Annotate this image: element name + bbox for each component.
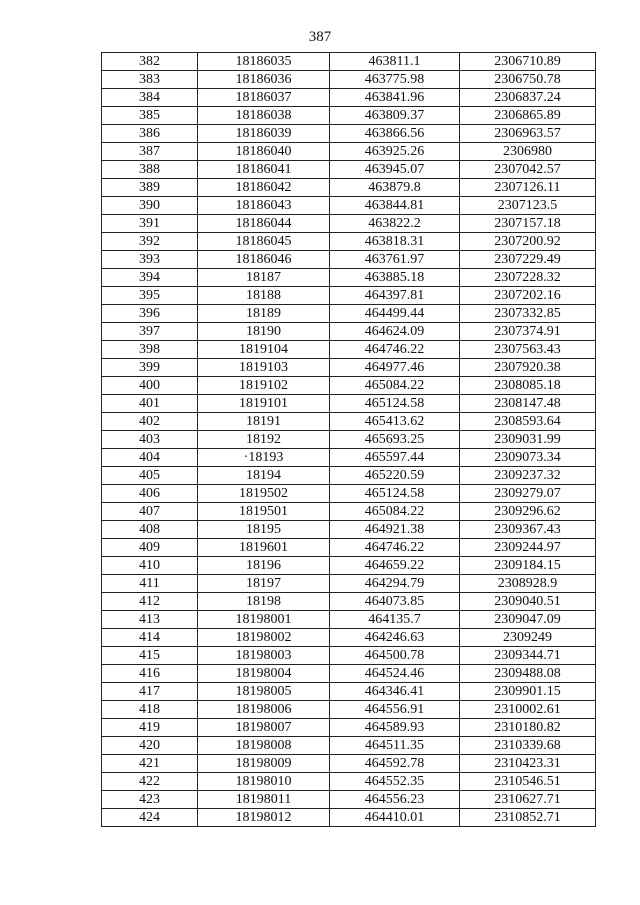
table-row xyxy=(102,521,596,539)
row-index-cell: 394 xyxy=(102,269,198,287)
table-row xyxy=(102,161,596,179)
row-index-cell: 417 xyxy=(102,683,198,701)
row-index-cell: 404 xyxy=(102,449,198,467)
row-index-cell: 418 xyxy=(102,701,198,719)
row-index-cell: 386 xyxy=(102,125,198,143)
x-coordinate-cell: 464977.46 xyxy=(330,359,460,377)
row-index-cell: 392 xyxy=(102,233,198,251)
row-index-cell: 399 xyxy=(102,359,198,377)
row-index-cell: 389 xyxy=(102,179,198,197)
point-id-cell: 18194 xyxy=(198,467,330,485)
row-index-cell: 400 xyxy=(102,377,198,395)
y-coordinate-cell: 2310339.68 xyxy=(460,737,596,755)
table-row xyxy=(102,125,596,143)
point-id-cell: 18198 xyxy=(198,593,330,611)
x-coordinate-cell: 464410.01 xyxy=(330,809,460,827)
y-coordinate-cell: 2307228.32 xyxy=(460,269,596,287)
row-index-cell: 382 xyxy=(102,53,198,71)
table-row xyxy=(102,575,596,593)
point-id-cell: 18188 xyxy=(198,287,330,305)
point-id-cell: 18186044 xyxy=(198,215,330,233)
row-index-cell: 423 xyxy=(102,791,198,809)
x-coordinate-cell: 464659.22 xyxy=(330,557,460,575)
x-coordinate-cell: 464294.79 xyxy=(330,575,460,593)
row-index-cell: 414 xyxy=(102,629,198,647)
y-coordinate-cell: 2308085.18 xyxy=(460,377,596,395)
point-id-cell: 18186045 xyxy=(198,233,330,251)
table-row xyxy=(102,449,596,467)
table-row xyxy=(102,89,596,107)
row-index-cell: 409 xyxy=(102,539,198,557)
table-row xyxy=(102,413,596,431)
row-index-cell: 410 xyxy=(102,557,198,575)
y-coordinate-cell: 2307123.5 xyxy=(460,197,596,215)
x-coordinate-cell: 465124.58 xyxy=(330,395,460,413)
table-row xyxy=(102,359,596,377)
x-coordinate-cell: 464921.38 xyxy=(330,521,460,539)
x-coordinate-cell: 464135.7 xyxy=(330,611,460,629)
row-index-cell: 419 xyxy=(102,719,198,737)
row-index-cell: 403 xyxy=(102,431,198,449)
y-coordinate-cell: 2306980 xyxy=(460,143,596,161)
x-coordinate-cell: 464746.22 xyxy=(330,539,460,557)
row-index-cell: 385 xyxy=(102,107,198,125)
y-coordinate-cell: 2306750.78 xyxy=(460,71,596,89)
x-coordinate-cell: 465084.22 xyxy=(330,377,460,395)
table-row xyxy=(102,629,596,647)
table-row xyxy=(102,395,596,413)
x-coordinate-cell: 464073.85 xyxy=(330,593,460,611)
table-row xyxy=(102,503,596,521)
row-index-cell: 412 xyxy=(102,593,198,611)
point-id-cell: 1819601 xyxy=(198,539,330,557)
coordinates-table xyxy=(101,52,596,827)
row-index-cell: 398 xyxy=(102,341,198,359)
y-coordinate-cell: 2310002.61 xyxy=(460,701,596,719)
point-id-cell: 18186036 xyxy=(198,71,330,89)
y-coordinate-cell: 2309237.32 xyxy=(460,467,596,485)
y-coordinate-cell: 2310546.51 xyxy=(460,773,596,791)
row-index-cell: 387 xyxy=(102,143,198,161)
point-id-cell: 18198001 xyxy=(198,611,330,629)
y-coordinate-cell: 2308147.48 xyxy=(460,395,596,413)
point-id-cell: 1819103 xyxy=(198,359,330,377)
table-row xyxy=(102,107,596,125)
row-index-cell: 405 xyxy=(102,467,198,485)
row-index-cell: 408 xyxy=(102,521,198,539)
y-coordinate-cell: 2309073.34 xyxy=(460,449,596,467)
x-coordinate-cell: 463925.26 xyxy=(330,143,460,161)
y-coordinate-cell: 2310180.82 xyxy=(460,719,596,737)
point-id-cell: 18198009 xyxy=(198,755,330,773)
y-coordinate-cell: 2307157.18 xyxy=(460,215,596,233)
table-row xyxy=(102,341,596,359)
row-index-cell: 413 xyxy=(102,611,198,629)
row-index-cell: 422 xyxy=(102,773,198,791)
y-coordinate-cell: 2309040.51 xyxy=(460,593,596,611)
row-index-cell: 397 xyxy=(102,323,198,341)
point-id-cell: 1819104 xyxy=(198,341,330,359)
row-index-cell: 407 xyxy=(102,503,198,521)
table-row xyxy=(102,143,596,161)
x-coordinate-cell: 463822.2 xyxy=(330,215,460,233)
x-coordinate-cell: 464746.22 xyxy=(330,341,460,359)
table-row xyxy=(102,611,596,629)
y-coordinate-cell: 2309031.99 xyxy=(460,431,596,449)
table-row xyxy=(102,593,596,611)
point-id-cell: 18198005 xyxy=(198,683,330,701)
point-id-cell: 18189 xyxy=(198,305,330,323)
y-coordinate-cell: 2309279.07 xyxy=(460,485,596,503)
table-row xyxy=(102,485,596,503)
table-row xyxy=(102,377,596,395)
x-coordinate-cell: 464592.78 xyxy=(330,755,460,773)
coordinates-table-body xyxy=(102,53,596,827)
point-id-cell: 18198003 xyxy=(198,647,330,665)
point-id-cell: 18186038 xyxy=(198,107,330,125)
point-id-cell: 1819102 xyxy=(198,377,330,395)
y-coordinate-cell: 2307202.16 xyxy=(460,287,596,305)
y-coordinate-cell: 2307200.92 xyxy=(460,233,596,251)
x-coordinate-cell: 463811.1 xyxy=(330,53,460,71)
table-row xyxy=(102,323,596,341)
y-coordinate-cell: 2309344.71 xyxy=(460,647,596,665)
point-id-cell: 18198011 xyxy=(198,791,330,809)
point-id-cell: 18198010 xyxy=(198,773,330,791)
point-id-cell: 18191 xyxy=(198,413,330,431)
row-index-cell: 401 xyxy=(102,395,198,413)
y-coordinate-cell: 2307332.85 xyxy=(460,305,596,323)
row-index-cell: 424 xyxy=(102,809,198,827)
row-index-cell: 402 xyxy=(102,413,198,431)
table-row xyxy=(102,809,596,827)
y-coordinate-cell: 2310627.71 xyxy=(460,791,596,809)
x-coordinate-cell: 464511.35 xyxy=(330,737,460,755)
point-id-cell: 18198004 xyxy=(198,665,330,683)
row-index-cell: 384 xyxy=(102,89,198,107)
table-row xyxy=(102,269,596,287)
row-index-cell: 395 xyxy=(102,287,198,305)
point-id-cell: 18192 xyxy=(198,431,330,449)
x-coordinate-cell: 465220.59 xyxy=(330,467,460,485)
table-row xyxy=(102,467,596,485)
row-index-cell: 390 xyxy=(102,197,198,215)
point-id-cell: 18186037 xyxy=(198,89,330,107)
table-row xyxy=(102,557,596,575)
y-coordinate-cell: 2307563.43 xyxy=(460,341,596,359)
table-row xyxy=(102,53,596,71)
row-index-cell: 388 xyxy=(102,161,198,179)
point-id-cell: 18195 xyxy=(198,521,330,539)
page-number: 387 xyxy=(308,29,332,45)
row-index-cell: 421 xyxy=(102,755,198,773)
point-id-cell: 1819502 xyxy=(198,485,330,503)
table-row xyxy=(102,701,596,719)
y-coordinate-cell: 2307229.49 xyxy=(460,251,596,269)
x-coordinate-cell: 464589.93 xyxy=(330,719,460,737)
x-coordinate-cell: 465597.44 xyxy=(330,449,460,467)
x-coordinate-cell: 463761.97 xyxy=(330,251,460,269)
table-row xyxy=(102,215,596,233)
y-coordinate-cell: 2309488.08 xyxy=(460,665,596,683)
x-coordinate-cell: 465413.62 xyxy=(330,413,460,431)
table-row xyxy=(102,773,596,791)
y-coordinate-cell: 2309047.09 xyxy=(460,611,596,629)
y-coordinate-cell: 2307042.57 xyxy=(460,161,596,179)
table-row xyxy=(102,233,596,251)
x-coordinate-cell: 463809.37 xyxy=(330,107,460,125)
x-coordinate-cell: 463775.98 xyxy=(330,71,460,89)
row-index-cell: 391 xyxy=(102,215,198,233)
y-coordinate-cell: 2307126.11 xyxy=(460,179,596,197)
table-row xyxy=(102,719,596,737)
row-index-cell: 420 xyxy=(102,737,198,755)
point-id-cell: 18198007 xyxy=(198,719,330,737)
table-row xyxy=(102,683,596,701)
y-coordinate-cell: 2307920.38 xyxy=(460,359,596,377)
point-id-cell: 1819101 xyxy=(198,395,330,413)
y-coordinate-cell: 2306837.24 xyxy=(460,89,596,107)
x-coordinate-cell: 463818.31 xyxy=(330,233,460,251)
point-id-cell: 18196 xyxy=(198,557,330,575)
x-coordinate-cell: 463866.56 xyxy=(330,125,460,143)
table-row xyxy=(102,539,596,557)
x-coordinate-cell: 465693.25 xyxy=(330,431,460,449)
y-coordinate-cell: 2309296.62 xyxy=(460,503,596,521)
point-id-cell: 1819501 xyxy=(198,503,330,521)
y-coordinate-cell: 2306865.89 xyxy=(460,107,596,125)
point-id-cell: 18198006 xyxy=(198,701,330,719)
y-coordinate-cell: 2309244.97 xyxy=(460,539,596,557)
point-id-cell: 18187 xyxy=(198,269,330,287)
y-coordinate-cell: 2310423.31 xyxy=(460,755,596,773)
table-row xyxy=(102,287,596,305)
point-id-cell: 18186043 xyxy=(198,197,330,215)
x-coordinate-cell: 463844.81 xyxy=(330,197,460,215)
x-coordinate-cell: 464556.91 xyxy=(330,701,460,719)
y-coordinate-cell: 2309901.15 xyxy=(460,683,596,701)
row-index-cell: 396 xyxy=(102,305,198,323)
point-id-cell: 18186046 xyxy=(198,251,330,269)
point-id-cell: 18186039 xyxy=(198,125,330,143)
table-row xyxy=(102,755,596,773)
x-coordinate-cell: 465124.58 xyxy=(330,485,460,503)
point-id-cell: 18198002 xyxy=(198,629,330,647)
y-coordinate-cell: 2308593.64 xyxy=(460,413,596,431)
point-id-cell: 18197 xyxy=(198,575,330,593)
x-coordinate-cell: 464624.09 xyxy=(330,323,460,341)
table-row xyxy=(102,665,596,683)
y-coordinate-cell: 2309367.43 xyxy=(460,521,596,539)
table-row xyxy=(102,431,596,449)
point-id-cell: 18186042 xyxy=(198,179,330,197)
x-coordinate-cell: 463841.96 xyxy=(330,89,460,107)
row-index-cell: 406 xyxy=(102,485,198,503)
x-coordinate-cell: 464397.81 xyxy=(330,287,460,305)
x-coordinate-cell: 464556.23 xyxy=(330,791,460,809)
y-coordinate-cell: 2310852.71 xyxy=(460,809,596,827)
row-index-cell: 415 xyxy=(102,647,198,665)
row-index-cell: 416 xyxy=(102,665,198,683)
point-id-cell: 18186040 xyxy=(198,143,330,161)
point-id-cell: 18190 xyxy=(198,323,330,341)
table-row xyxy=(102,71,596,89)
row-index-cell: 393 xyxy=(102,251,198,269)
point-id-cell: 18186041 xyxy=(198,161,330,179)
x-coordinate-cell: 463885.18 xyxy=(330,269,460,287)
x-coordinate-cell: 464246.63 xyxy=(330,629,460,647)
point-id-cell: ·18193 xyxy=(198,449,330,467)
table-row xyxy=(102,647,596,665)
table-row xyxy=(102,737,596,755)
table-row xyxy=(102,791,596,809)
row-index-cell: 383 xyxy=(102,71,198,89)
y-coordinate-cell: 2308928.9 xyxy=(460,575,596,593)
point-id-cell: 18186035 xyxy=(198,53,330,71)
point-id-cell: 18198012 xyxy=(198,809,330,827)
table-row xyxy=(102,251,596,269)
y-coordinate-cell: 2306963.57 xyxy=(460,125,596,143)
x-coordinate-cell: 464346.41 xyxy=(330,683,460,701)
y-coordinate-cell: 2307374.91 xyxy=(460,323,596,341)
table-row xyxy=(102,305,596,323)
x-coordinate-cell: 463945.07 xyxy=(330,161,460,179)
x-coordinate-cell: 465084.22 xyxy=(330,503,460,521)
table-row xyxy=(102,179,596,197)
table-row xyxy=(102,197,596,215)
y-coordinate-cell: 2306710.89 xyxy=(460,53,596,71)
x-coordinate-cell: 464499.44 xyxy=(330,305,460,323)
x-coordinate-cell: 464524.46 xyxy=(330,665,460,683)
y-coordinate-cell: 2309184.15 xyxy=(460,557,596,575)
x-coordinate-cell: 464500.78 xyxy=(330,647,460,665)
x-coordinate-cell: 464552.35 xyxy=(330,773,460,791)
y-coordinate-cell: 2309249 xyxy=(460,629,596,647)
row-index-cell: 411 xyxy=(102,575,198,593)
x-coordinate-cell: 463879.8 xyxy=(330,179,460,197)
point-id-cell: 18198008 xyxy=(198,737,330,755)
